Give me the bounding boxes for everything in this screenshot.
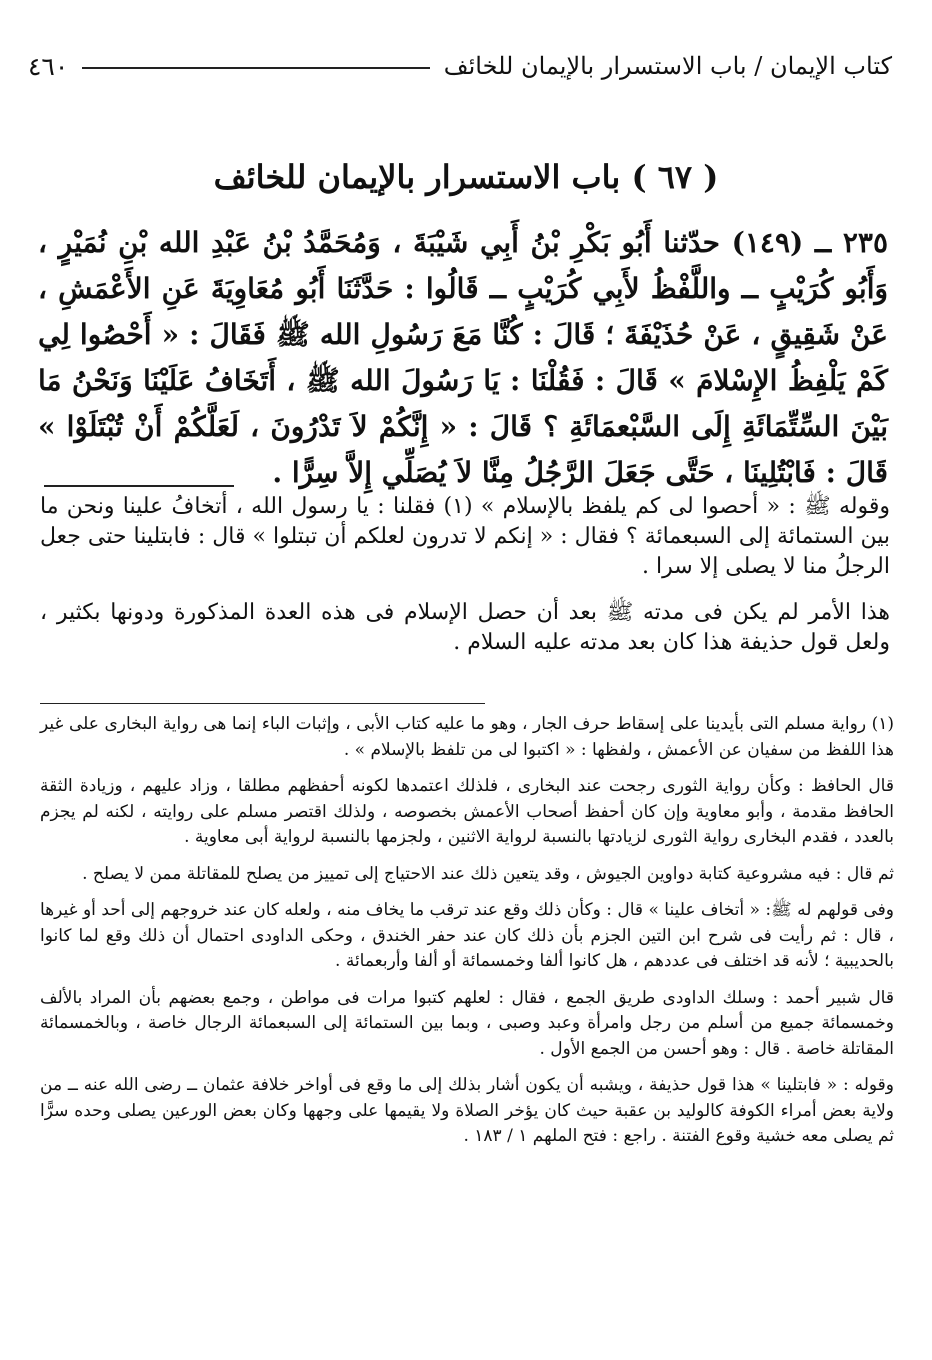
running-title: كتاب الإيمان / باب الاستسرار بالإيمان للخائف xyxy=(443,52,892,80)
hadith-text: ٢٣٥ ــ (١٤٩) حدّثنا أَبُو بَكْرِ بْنُ أَبِي شَيْبَةَ ، وَمُحَمَّدُ بْنُ عَبْدِ الله بْنِ نُمَيْرٍ ، وَأَبُو كُرَيْبٍ ــ واللَّفْظُ لأَبِي كُرَيْبٍ ــ قَالُوا : حَدَّثَنَا أَبُو مُعَاوِيَةَ عَنِ الأَعْمَشِ ، عَنْ شَقِيقٍ ، عَنْ حُذَيْفَةَ ؛ قَالَ : كُنَّا مَعَ رَسُولِ الله ﷺ فَقَالَ : « أَحْصُوا لِي كَمْ يَلْفِظُ الإِسْلامَ » قَالَ : فَقُلْنَا : يَا رَسُولَ الله ﷺ ، أَتَخَافُ عَلَيْنَا وَنَحْنُ مَا بَيْنَ السِّتِّمَائَةِ إِلَى السَّبْعمَائَةِ ؟ قَالَ : « إِنَّكُمْ لاَ تَدْرُونَ ، لَعَلَّكُمْ أَنْ تُبْتَلَوْا » قَالَ : فَابْتُلِينَا ، حَتَّى جَعَلَ الرَّجُلُ مِنَّا لاَ يُصَلِّي إِلاَّ سِرًّا . xyxy=(38,226,888,489)
commentary-paragraph: وقوله ﷺ : « أحصوا لى كم يلفظ بالإسلام » (١) فقلنا : يا رسول الله ، أتخافُ علينا ونحن ما بين الستمائة إلى السبعمائة ؟ فقال : « إنكم لا تدرون لعلكم أن تبتلوا » قال : فابتلينا حتى جعل الرجلُ منا لا يصلى إلا سرا . xyxy=(40,494,890,579)
footnote-rule xyxy=(40,703,485,704)
separator-rule xyxy=(44,485,234,487)
commentary-paragraph: هذا الأمر لم يكن فى مدته ﷺ بعد أن حصل الإسلام فى هذه العدة المذكورة ودونها بكثير ، ولعل قول حذيفة هذا كان بعد مدته عليه السلام . xyxy=(40,600,890,655)
footnote-paragraph: قال شبير أحمد : وسلك الداودى طريق الجمع ، فقال : لعلهم كتبوا مرات فى مواطن ، وجمع بعضهم بأن المراد بالألف وخمسمائة جميع من أسلم من رجل وامرأة وعبد وصبى ، وبما بين الستمائة إلى السبعمائة الرجال خاصة ، وبالخمسمائة المقاتلة خاصة . قال : وهو أحسن من الجمع الأول . xyxy=(40,987,894,1059)
footnote-paragraph: وفى قولهم له ﷺ: « أتخاف علينا » قال : وكأن ذلك وقع عند ترقب ما يخاف منه ، ولعله كان عند خروجهم إلى أحد أو غيرها ، قال : ثم رأيت فى شرح ابن التين الجزم بأن ذلك كان عند حفر الخندق ، وحكى الداودى احتمال أن ذلك وقع لما كانوا بالحديبية ؛ لأنه قد اختلف فى عددهم ، هل كانوا ألفا وخمسمائة أو ألفا وأربعمائة . xyxy=(40,900,894,971)
page-number: ٤٦٠ xyxy=(28,51,69,81)
footnote-paragraph: ثم قال : فيه مشروعية كتابة دواوين الجيوش ، وقد يتعين ذلك عند الاحتياج إلى تمييز من يصلح للمقاتلة ممن لا يصلح . xyxy=(82,863,894,884)
header-rule xyxy=(82,67,429,69)
running-header xyxy=(28,46,892,86)
commentary xyxy=(40,492,890,674)
footnote-paragraph: قال الحافظ : وكأن رواية الثورى رجحت عند البخارى ، فلذلك اعتمدها لكونه أحفظهم مطلقا ، وزاد عليهم ، وزيادة الثقة الحافظ مقدمة ، وأبو معاوية وإن كان أحفظ أصحاب الأعمش بخصوصه ، ولذلك اقتصر مسلم على روايته ، لكنه لم يجزم بالعدد ، فقدم البخارى رواية الثورى لزيادتها بالنسبة لرواية الاثنين ، ولجزمها بالنسبة لرواية أبى معاوية . xyxy=(40,776,894,847)
footnotes xyxy=(40,712,894,1161)
footnote-paragraph: وقوله : « فابتلينا » هذا قول حذيفة ، ويشبه أن يكون أشار بذلك إلى ما وقع فى أواخر خلافة عثمان ــ رضى الله عنه ــ من ولاية بعض أمراء الكوفة كالوليد بن عقبة حيث كان يؤخر الصلاة ولا يقيمها على وجهها وكان بعض الورعين يصلى وحده سرًّا ثم يصلى معه خشية وقوع الفتنة . راجع : فتح الملهم ١ / ١٨٣ . xyxy=(40,1075,894,1146)
footnote-paragraph: (١) رواية مسلم التى بأيدينا على إسقاط حرف الجار ، وهو ما عليه كتاب الأبى ، وإثبات الباء إنما هى رواية البخارى على غير هذا اللفظ من سفيان عن الأعمش ، ولفظها : « اكتبوا لى من تلفظ بالإسلام » . xyxy=(40,714,894,760)
chapter-title: ( ٦٧ ) باب الاستسرار بالإيمان للخائف xyxy=(213,158,719,196)
